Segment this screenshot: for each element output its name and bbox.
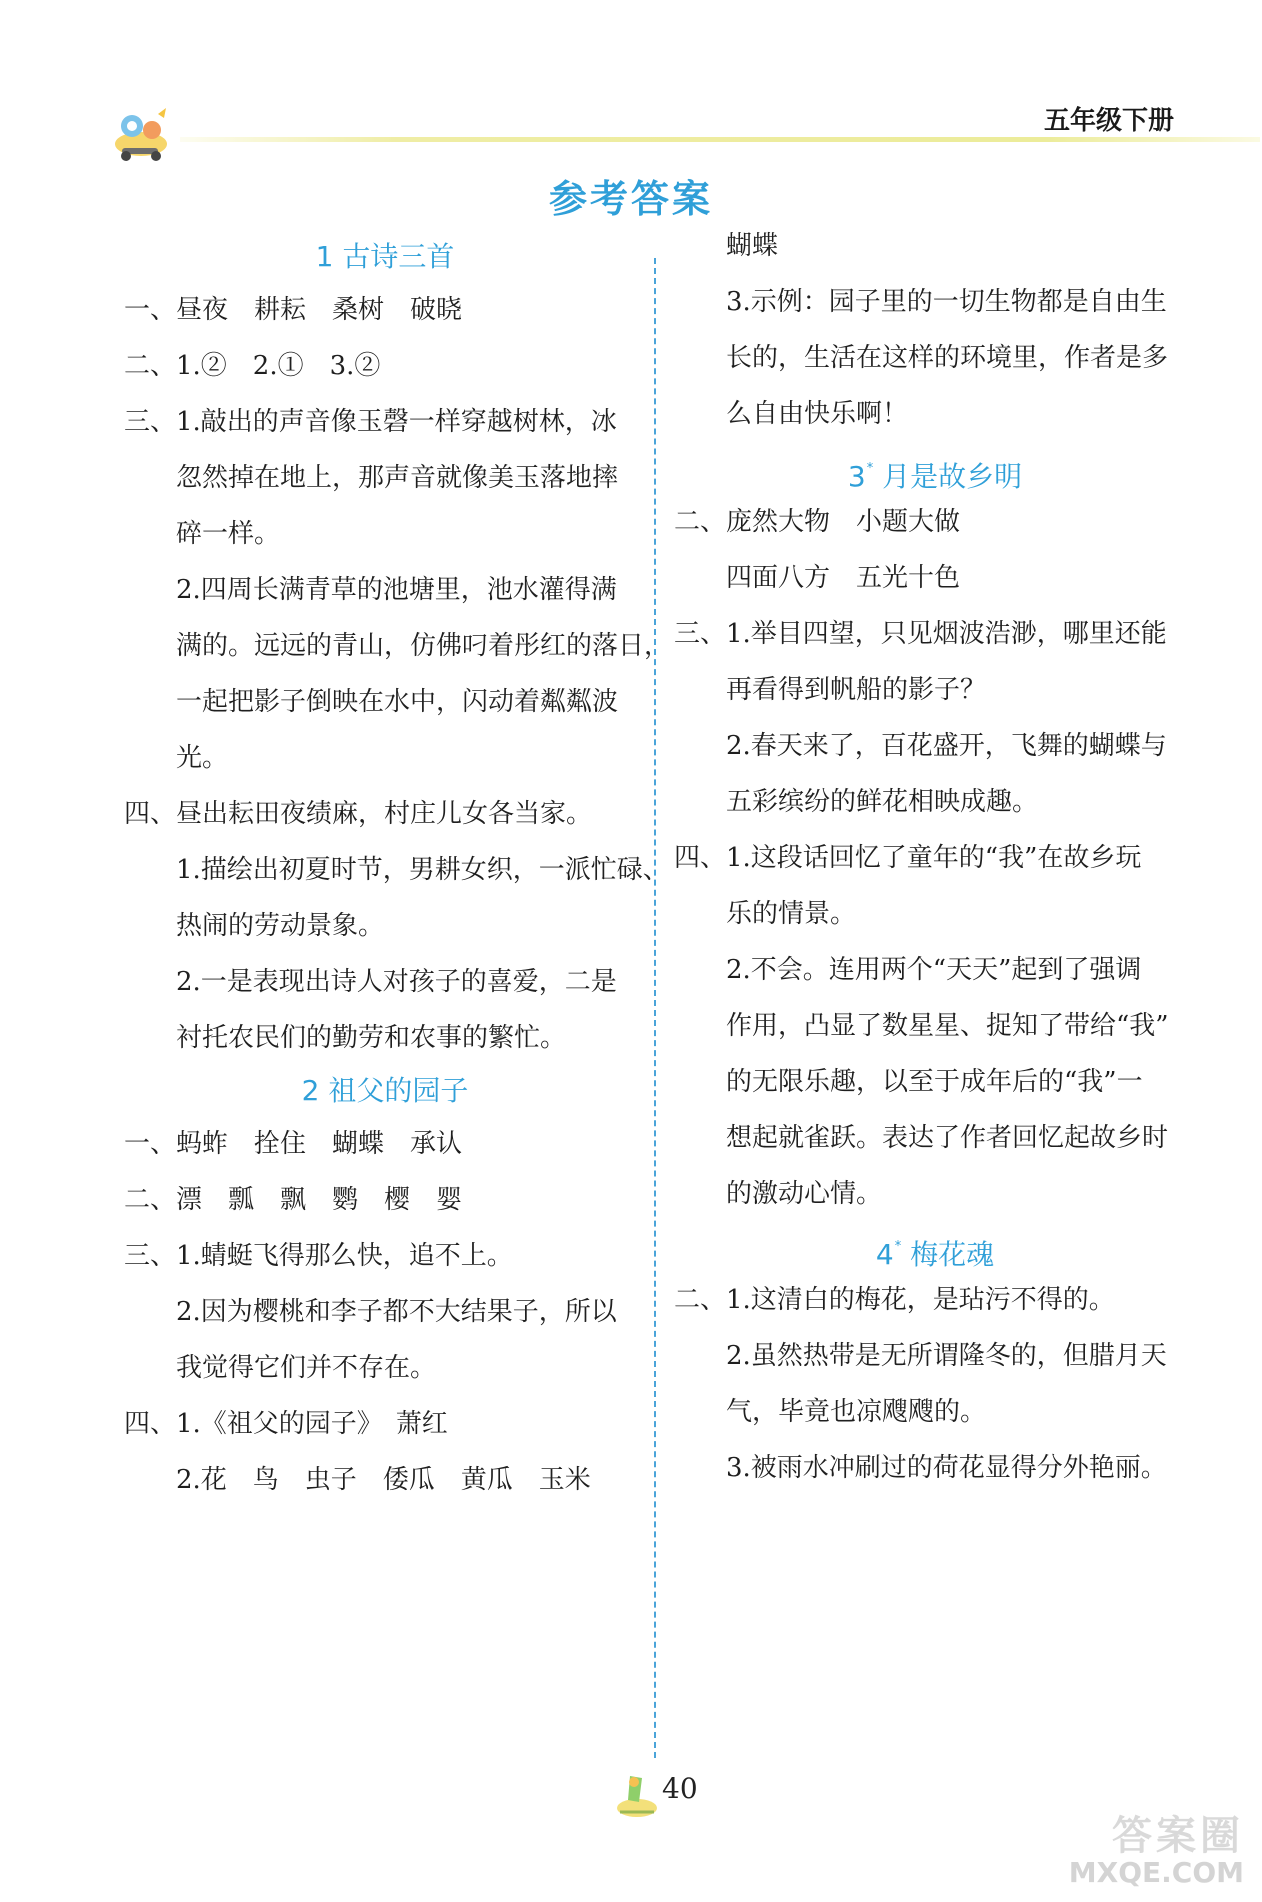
answer-line: 四、1.《祖父的园子》 萧红 <box>124 1409 448 1439</box>
answer-line: 一起把影子倒映在水中，闪动着粼粼波 <box>176 687 619 717</box>
answer-line: 四、昼出耘田夜绩麻，村庄儿女各当家。 <box>124 799 593 829</box>
answer-line: 忽然掉在地上，那声音就像美玉落地摔 <box>176 463 619 493</box>
answer-line: 三、1.蜻蜓飞得那么快，追不上。 <box>124 1241 513 1271</box>
answer-line: 二、1.这清白的梅花，是玷污不得的。 <box>674 1285 1115 1315</box>
answer-line: 四、1.这段话回忆了童年的“我”在故乡玩 <box>674 843 1142 873</box>
answer-line: 衬托农民们的勤劳和农事的繁忙。 <box>176 1023 567 1053</box>
watermark-title: 答案圈 <box>1112 1813 1244 1859</box>
answer-line: 二、庞然大物 小题大做 <box>674 507 961 537</box>
section-heading-4-title: 梅花魂 <box>910 1238 995 1271</box>
section-heading-3-mark: * <box>866 461 874 476</box>
answer-line: 乐的情景。 <box>726 899 857 929</box>
answer-line: 气，毕竟也凉飕飕的。 <box>726 1397 987 1427</box>
mascot-logo-icon <box>108 100 174 166</box>
answer-line: 再看得到帆船的影子？ <box>726 675 987 705</box>
answer-line: 热闹的劳动景象。 <box>176 911 385 941</box>
answer-line: 二、1.② 2.① 3.② <box>124 351 381 381</box>
answer-line: 2.花 鸟 虫子 倭瓜 黄瓜 玉米 <box>176 1465 591 1495</box>
answer-line: 三、1.敲出的声音像玉磬一样穿越树林，冰 <box>124 407 617 437</box>
answer-line: 想起就雀跃。表达了作者回忆起故乡时 <box>726 1123 1169 1153</box>
column-divider <box>654 258 656 1758</box>
section-heading-2: 2 祖父的园子 <box>301 1074 469 1107</box>
section-heading-4 <box>674 1230 1196 1272</box>
watermark-url: MXQE.COM <box>1068 1856 1244 1889</box>
answer-line: 一、昼夜 耕耘 桑树 破晓 <box>124 295 463 325</box>
answer-line: 三、1.举目四望，只见烟波浩渺，哪里还能 <box>674 619 1167 649</box>
answer-line: 2.一是表现出诗人对孩子的喜爱，二是 <box>176 967 617 997</box>
section-heading-4-number: 4 <box>875 1238 894 1271</box>
answer-line: 3.被雨水冲刷过的荷花显得分外艳丽。 <box>726 1453 1167 1483</box>
answer-line: 2.因为樱桃和李子都不大结果子，所以 <box>176 1297 617 1327</box>
answer-line: 蝴蝶 <box>726 231 779 261</box>
watermark <box>1069 1814 1244 1888</box>
answer-line: 的激动心情。 <box>726 1179 883 1209</box>
answer-line: 碎一样。 <box>176 519 281 549</box>
answer-line: 2.春天来了，百花盛开，飞舞的蝴蝶与 <box>726 731 1167 761</box>
answer-line: 四面八方 五光十色 <box>726 563 961 593</box>
page-title: 参考答案 <box>548 177 713 221</box>
answer-line: 作用，凸显了数星星、捉知了带给“我” <box>726 1011 1169 1041</box>
grade-label: 五年级下册 <box>1043 106 1174 136</box>
section-heading-3 <box>674 452 1196 494</box>
section-heading-3-number: 3 <box>847 460 866 493</box>
answer-line: 1.描绘出初夏时节，男耕女织，一派忙碌、 <box>176 855 669 885</box>
answer-line: 3.示例：园子里的一切生物都是自由生 <box>726 287 1167 317</box>
answer-line: 2.不会。连用两个“天天”起到了强调 <box>726 955 1142 985</box>
answer-line: 的无限乐趣，以至于成年后的“我”一 <box>726 1067 1143 1097</box>
answer-line: 一、蚂蚱 拴住 蝴蝶 承认 <box>124 1129 463 1159</box>
section-heading-4-mark: * <box>894 1239 902 1254</box>
answer-line: 我觉得它们并不存在。 <box>176 1353 437 1383</box>
section-heading-1: 1 古诗三首 <box>315 240 455 273</box>
header-rule <box>180 137 1260 142</box>
answer-line: 2.四周长满青草的池塘里，池水灌得满 <box>176 575 617 605</box>
section-heading-3-title: 月是故乡明 <box>882 460 1023 493</box>
answer-line: 2.虽然热带是无所谓隆冬的，但腊月天 <box>726 1341 1167 1371</box>
mascot-footer-icon <box>612 1768 662 1822</box>
answer-line: 长的，生活在这样的环境里，作者是多 <box>726 343 1169 373</box>
page-number: 40 <box>662 1772 698 1805</box>
answer-line: 五彩缤纷的鲜花相映成趣。 <box>726 787 1039 817</box>
answer-line: 么自由快乐啊！ <box>726 399 909 429</box>
answer-line: 二、漂 瓢 飘 鹦 樱 婴 <box>124 1185 463 1215</box>
answer-line: 光。 <box>176 743 229 773</box>
answer-line: 满的。远远的青山，仿佛叼着彤红的落日， <box>176 631 671 661</box>
